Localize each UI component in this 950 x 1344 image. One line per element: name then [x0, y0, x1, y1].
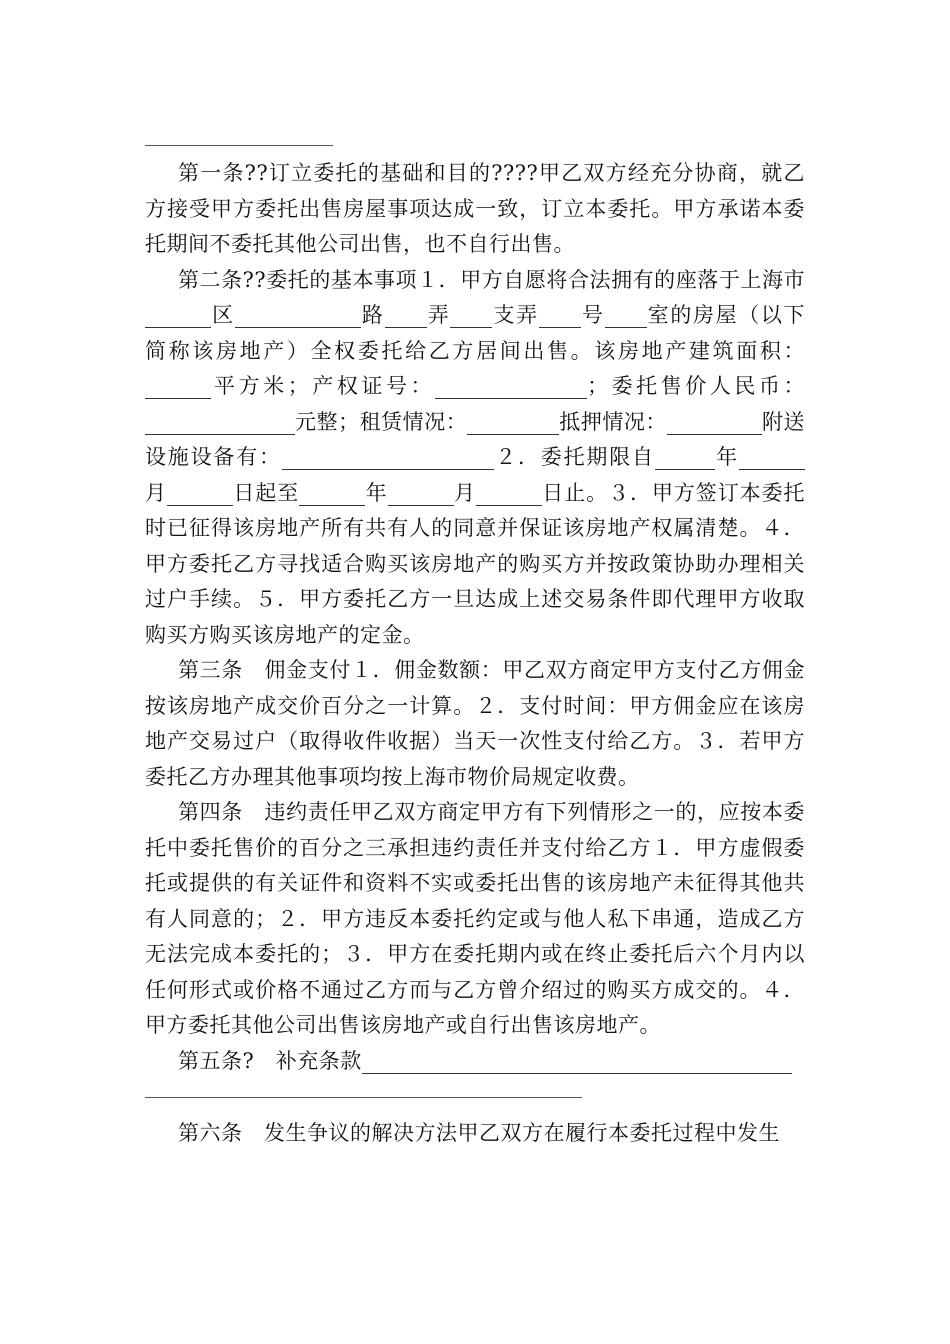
article-2-text: 路 [360, 303, 385, 327]
article-2-text: 元整；租赁情况： [295, 409, 468, 434]
blank-start-year[interactable] [655, 443, 715, 470]
blank-price[interactable] [145, 408, 295, 435]
article-2-text: 年 [365, 480, 388, 505]
blank-mortgage-status[interactable] [667, 408, 762, 435]
article-2-text: 区 [211, 303, 235, 327]
article-2-text: ；委托售价人民币： [587, 374, 806, 398]
article-2-text: 年 [714, 445, 739, 469]
blank-lease-status[interactable] [467, 408, 559, 435]
blank-start-month[interactable] [739, 443, 805, 470]
blank-end-day[interactable] [476, 479, 542, 506]
blank-end-year[interactable] [299, 479, 365, 506]
blank-start-day[interactable] [167, 479, 233, 506]
article-1: 第一条??订立委托的基础和目的????甲乙双方经充分协商，就乙方接受甲方委托出售房屋事项达成一致，订立本委托。甲方承诺本委托期间不委托其他公司出售，也不自行出售。 [145, 161, 805, 256]
blank-number[interactable] [539, 301, 581, 328]
article-2-text: 室的房屋（以下简称该房地产）全权委托给乙方居间出售。该房地产建筑面积： [145, 303, 806, 363]
article-5 [145, 1044, 805, 1080]
article-2-text: 抵押情况： [559, 409, 667, 434]
article-6: 第六条 发生争议的解决方法甲乙双方在履行本委托过程中发生 [178, 1121, 780, 1145]
article-2-text: 平方米；产权证号： [211, 374, 436, 398]
blank-room[interactable] [605, 301, 647, 328]
blank-end-month[interactable] [388, 479, 454, 506]
article-3: 第三条 佣金支付１．佣金数额：甲乙双方商定甲方支付乙方佣金按该房地产成交价百分之一计算。２．支付时间：甲方佣金应在该房地产交易过户（取得收件收据）当天一次性支付给乙方。３．若甲方委托乙方办理其他事项均按上海市物价局规定收费。 [145, 658, 805, 789]
blank-area[interactable] [145, 372, 211, 399]
blank-lane[interactable] [385, 301, 427, 328]
blank-road[interactable] [235, 301, 361, 328]
blank-certificate-number[interactable] [435, 372, 587, 399]
top-rule [145, 145, 333, 146]
article-2-text: 日起至 [232, 480, 300, 505]
blank-supplementary-terms[interactable] [362, 1047, 792, 1074]
article-2-text: 附送设施设备有： [145, 409, 806, 469]
document-body [145, 156, 805, 1152]
article-5-text: 第五条? 补充条款 [178, 1048, 362, 1073]
blank-city-district[interactable] [145, 301, 211, 328]
article-2-text: 月 [145, 480, 167, 505]
article-2-text: ２．委托期限自 [493, 445, 655, 469]
article-2-text: 日止。３．甲方签订本委托时已征得该房地产所有共有人的同意并保证该房地产权属清楚。４．甲方委托乙方寻找适合购买该房地产的购买方并按政策协助办理相关过户手续。５．甲方委托乙方一旦达成上述交易条件即代理甲方收取购买方购买该房地产的定金。 [145, 480, 806, 647]
article-2 [145, 263, 805, 654]
supplementary-terms-line[interactable] [145, 1097, 582, 1098]
article-4: 第四条 违约责任甲乙双方商定甲方有下列情形之一的，应按本委托中委托售价的百分之三承担违约责任并支付给乙方１．甲方虚假委托或提供的有关证件和资料不实或委托出售的该房地产未征得其他共有人同意的；２．甲方违反本委托约定或与他人私下串通，造成乙方无法完成本委托的；３．甲方在委托期内或在终止委托后六个月内以任何形式或价格不通过乙方而与乙方曾介绍过的购买方成交的。４．甲方委托其他公司出售该房地产或自行出售该房地产。 [145, 800, 805, 1037]
blank-sub-lane[interactable] [450, 301, 492, 328]
article-2-text: 弄 [426, 303, 451, 327]
article-2-text: 支弄 [492, 303, 539, 327]
blank-facilities[interactable] [282, 443, 494, 470]
article-2-text: 号 [580, 303, 605, 327]
article-2-text: 第二条??委托的基本事项１．甲方自愿将合法拥有的座落于上海市 [178, 267, 805, 292]
article-2-text: 月 [453, 480, 476, 505]
